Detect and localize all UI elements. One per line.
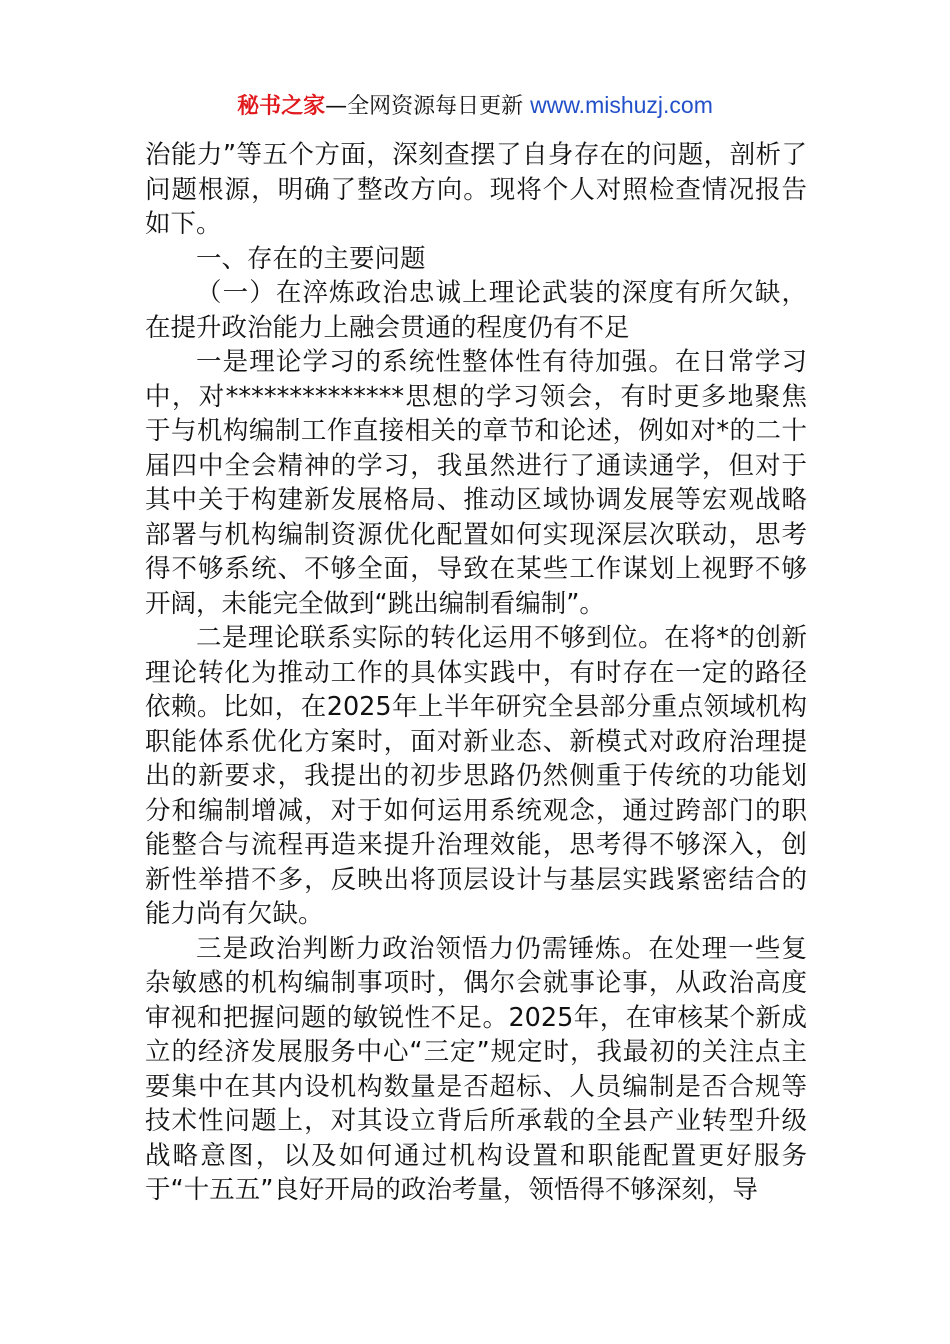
site-slogan: —全网资源每日更新 xyxy=(325,94,531,119)
paragraph-point-one: 一是理论学习的系统性整体性有待加强。在日常学习中，对**************思想的学习领会，有时更多地聚焦于与机构编制工作直接相关的章节和论述，例如对*的二十届四中全会精神的学习，我虽然进行了通读通学，但对于其中关于构建新发展格局、推动区域协调发展等宏观战略部署与机构编制资源优化配置如何实现深层次联动，思考得不够系统、不够全面，导致在某些工作谋划上视野不够开阔，未能完全做到“跳出编制看编制”。 xyxy=(145,347,807,619)
paragraph-intro-continued: 治能力”等五个方面，深刻查摆了自身存在的问题，剖析了问题根源，明确了整改方向。现将个人对照检查情况报告如下。 xyxy=(145,140,807,239)
document-body xyxy=(145,138,807,1208)
subsection-heading: （一）在淬炼政治忠诚上理论武装的深度有所欠缺，在提升政治能力上融会贯通的程度仍有不足 xyxy=(145,278,807,343)
section-heading: 一、存在的主要问题 xyxy=(196,243,426,274)
paragraph-point-three: 三是政治判断力政治领悟力仍需锤炼。在处理一些复杂敏感的机构编制事项时，偶尔会就事论事，从政治高度审视和把握问题的敏锐性不足。2025年，在审核某个新成立的经济发展服务中心“三定”规定时，我最初的关注点主要集中在其内设机构数量是否超标、人员编制是否合规等技术性问题上，对其设立背后所承载的全县产业转型升级战略意图，以及如何通过机构设置和职能配置更好服务于“十五五”良好开局的政治考量，领悟得不够深刻，导 xyxy=(145,933,807,1205)
paragraph-point-two: 二是理论联系实际的转化运用不够到位。在将*的创新理论转化为推动工作的具体实践中，有时存在一定的路径依赖。比如，在2025年上半年研究全县部分重点领域机构职能体系优化方案时，面对新业态、新模式对政府治理提出的新要求，我提出的初步思路仍然侧重于传统的功能划分和编制增减，对于如何运用系统观念，通过跨部门的职能整合与流程再造来提升治理效能，思考得不够深入，创新性举措不多，反映出将顶层设计与基层实践紧密结合的能力尚有欠缺。 xyxy=(145,623,807,929)
page-header xyxy=(0,90,950,122)
site-url-link[interactable]: www.mishuzj.com xyxy=(530,92,713,118)
site-brand: 秘书之家 xyxy=(237,94,326,119)
